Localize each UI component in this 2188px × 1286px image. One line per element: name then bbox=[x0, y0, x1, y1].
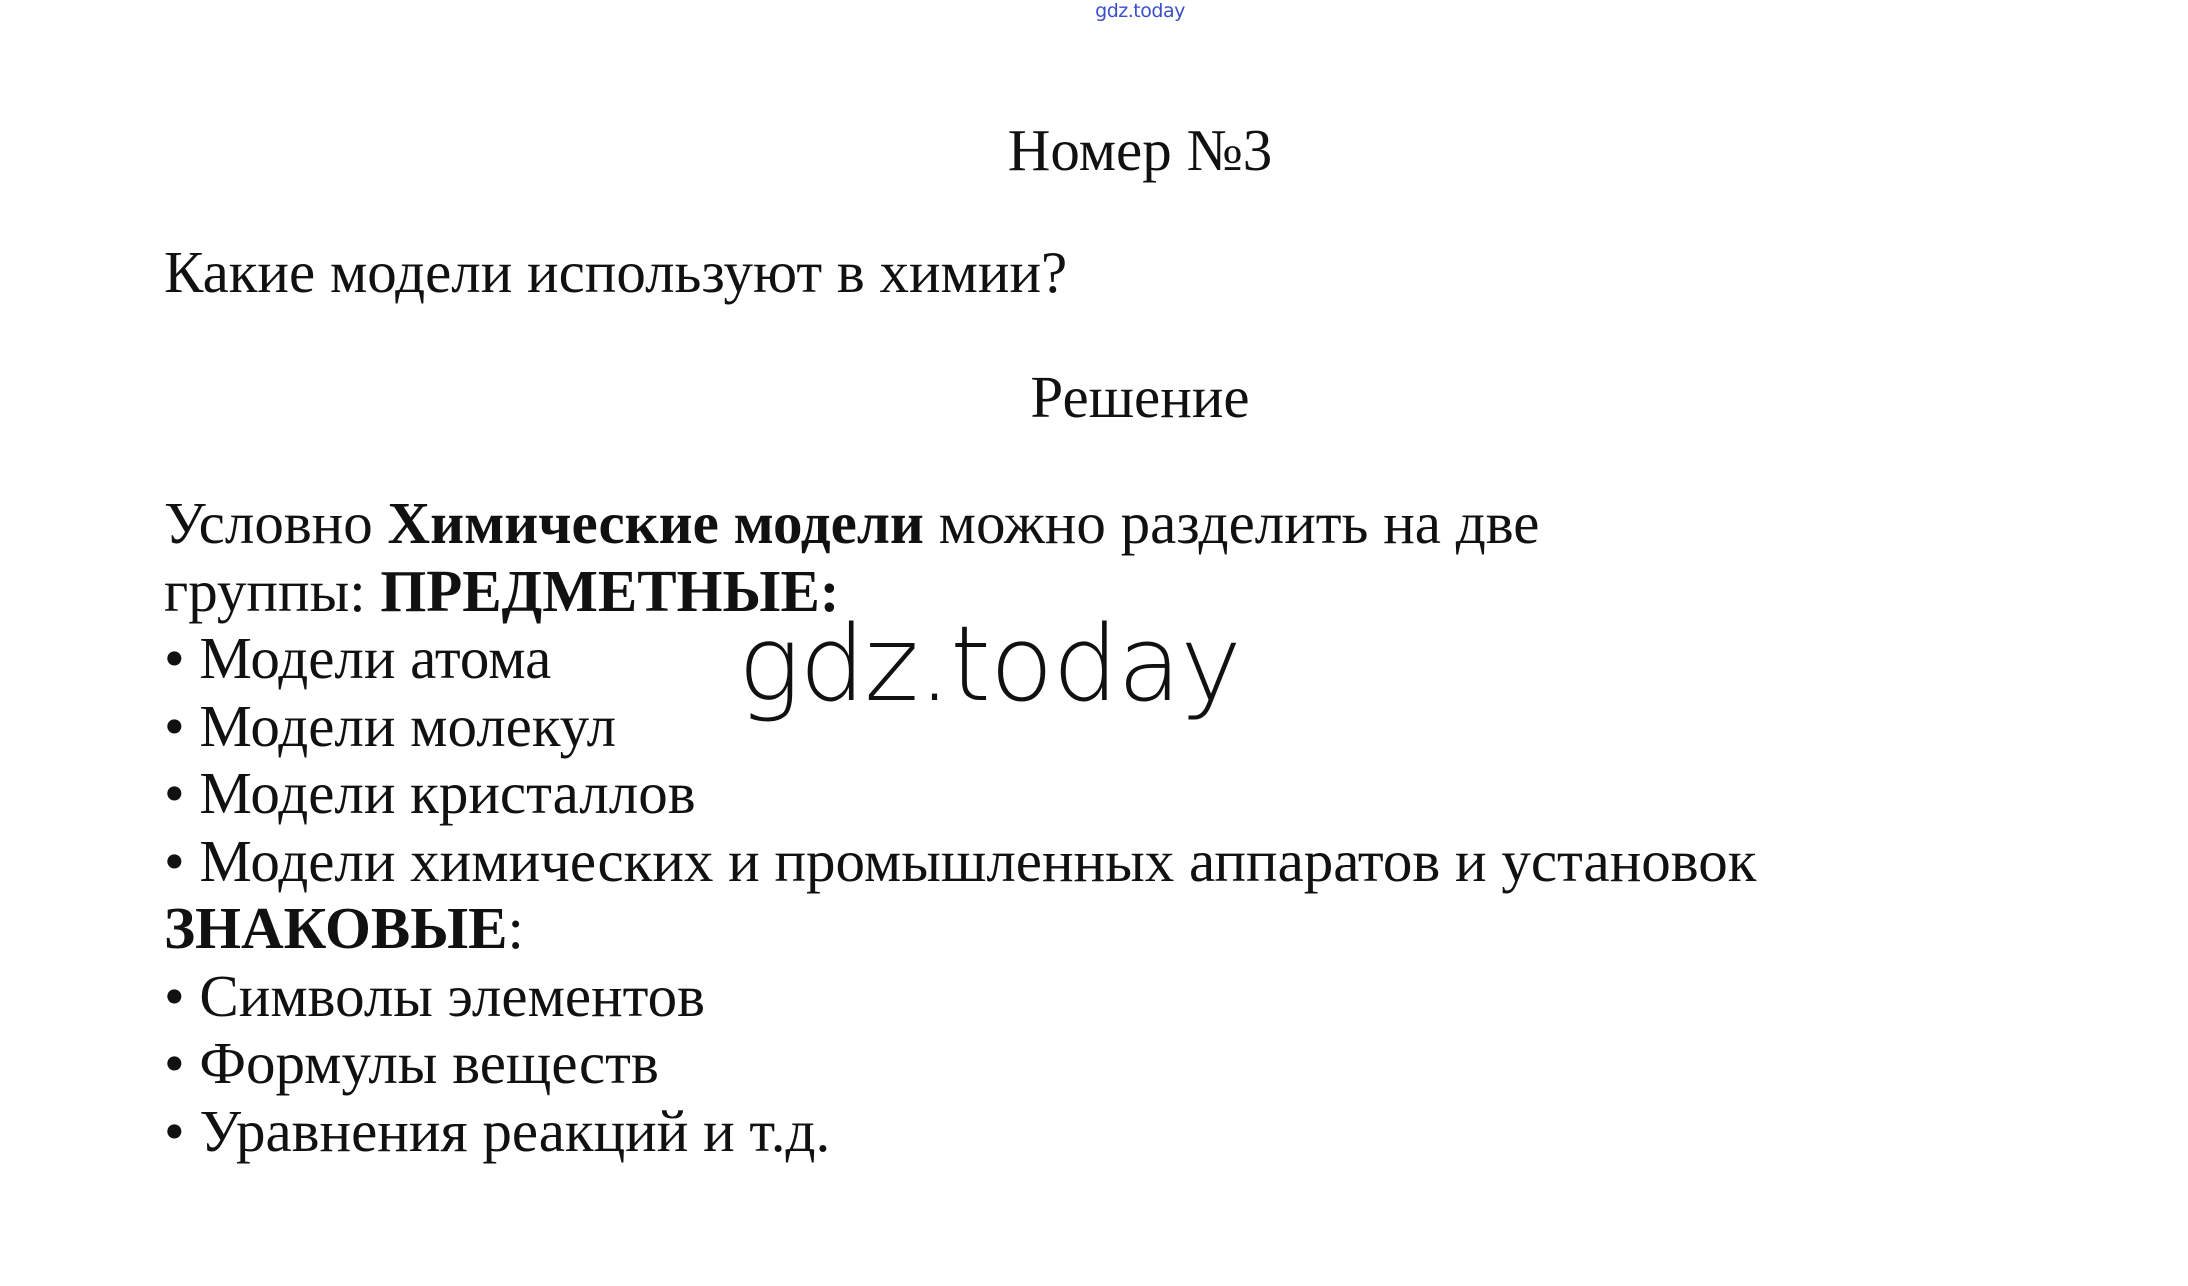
list-item: • Модели атома bbox=[164, 625, 552, 691]
subject-heading: ПРЕДМЕТНЫЕ: bbox=[380, 557, 840, 624]
groups-prefix: группы: bbox=[164, 557, 381, 624]
symbolic-colon: : bbox=[507, 895, 524, 961]
center-watermark: gdz.today bbox=[738, 603, 1241, 725]
list-item: • Модели химических и промышленных аппаратов и установок bbox=[164, 827, 1757, 894]
list-item: • Формулы веществ bbox=[164, 1030, 659, 1096]
symbolic-heading-line bbox=[164, 895, 1756, 963]
page-title: Номер №3 bbox=[1007, 117, 1273, 183]
top-watermark: gdz.today bbox=[1095, 0, 1185, 22]
intro-line bbox=[164, 490, 1756, 558]
question-text: Какие модели используют в химии? bbox=[164, 239, 1068, 305]
symbolic-heading: ЗНАКОВЫЕ bbox=[164, 895, 508, 961]
intro-suffix: можно разделить на две bbox=[923, 490, 1540, 556]
list-item: • Символы элементов bbox=[164, 962, 706, 1029]
answer-body bbox=[164, 490, 1756, 1165]
list-item: • Модели молекул bbox=[164, 692, 617, 759]
list-item: • Модели кристаллов bbox=[164, 760, 696, 826]
intro-bold: Химические модели bbox=[387, 490, 924, 556]
solution-heading: Решение bbox=[1030, 364, 1250, 430]
list-item: • Уравнения реакций и т.д. bbox=[164, 1097, 831, 1164]
intro-prefix: Условно bbox=[164, 490, 388, 556]
